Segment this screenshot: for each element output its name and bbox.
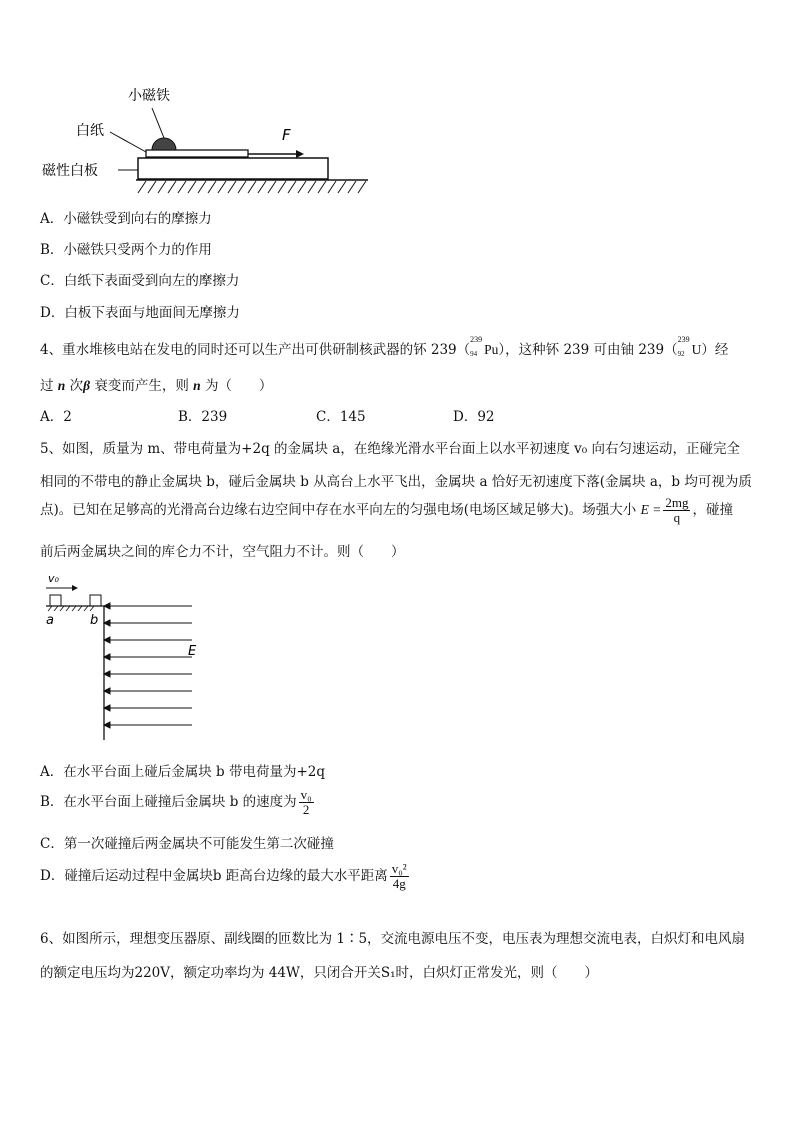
white-paper [146, 150, 248, 157]
field-fraction: $\frac{2mg}{q}$ [665, 495, 689, 525]
force-arrowhead [296, 150, 304, 158]
block-b [90, 595, 101, 606]
board-label: 磁性白板 [42, 163, 98, 179]
q5-option-d: D．碰撞后运动过程中金属块b 距高台边缘的最大水平距离 $\frac{\text{v₀²}}{4g}$ [40, 861, 407, 891]
q3-option-a: A．小磁铁受到向右的摩擦力 [40, 211, 212, 227]
field-arrowhead [104, 722, 110, 728]
figure-electric-field [40, 568, 210, 743]
q5-stem-line4: 前后两金属块之间的库仑力不计，空气阻力不计。则（ ） [40, 544, 405, 560]
q4-option-d: D．92 [453, 409, 495, 425]
q5-option-c: C．第一次碰撞后两金属块不可能发生第二次碰撞 [40, 836, 334, 852]
q6-stem-line1: 6、如图所示，理想变压器原、副线圈的匝数比为 1∶5，交流电源电压不变，电压表为理想交流电表，白炽灯和电风扇 [40, 931, 746, 947]
q4-option-c: C．145 [316, 409, 366, 425]
paper-label: 白纸 [76, 123, 104, 139]
q5-stem-line2: 相同的不带电的静止金属块 b，碰后金属块 b 从高台上水平飞出，金属块 a 恰好无初速度下落(金属块 a，b 均可视为质 [40, 474, 752, 490]
field-arrowhead [104, 620, 110, 626]
q4-option-b: B．239 [178, 409, 228, 425]
force-label: F [282, 126, 291, 144]
magnet-leader [152, 108, 164, 138]
block-a [50, 595, 61, 606]
field-arrowhead [104, 637, 110, 643]
figure-magnet-board [38, 80, 378, 195]
ground-hatch [138, 181, 366, 193]
magnet [152, 138, 176, 150]
field-arrowhead [104, 705, 110, 711]
q4-stem-line2: 过 n 次β 衰变而产生，则 n 为（ ） [40, 378, 273, 394]
whiteboard [138, 158, 328, 179]
q4-option-a: A．2 [40, 409, 72, 425]
q5-stem-line3: 点)。已知在足够高的光滑高台边缘右边空间中存在水平向左的匀强电场(电场区域足够大)。场强大小 E = $\frac{2mg}{q}$ ，碰撞 [40, 495, 733, 525]
q3-option-b: B．小磁铁只受两个力的作用 [40, 242, 212, 258]
nuclide-u: 239 92 U [677, 335, 702, 358]
nuclide-pu: 239 94 Pu [470, 335, 499, 358]
paper-leader [110, 132, 146, 152]
label-E: E [188, 644, 197, 659]
distance-fraction: $\frac{\text{v₀²}}{4g}$ [391, 861, 407, 891]
field-lines [104, 603, 192, 728]
q5-stem-line1: 5、如图，质量为 m、带电荷量为+2q 的金属块 a，在绝缘光滑水平台面上以水平初速度 v₀ 向右匀速运动，正碰完全 [40, 441, 740, 457]
field-arrowhead [104, 654, 110, 660]
q4-stem-line1: 4、重水堆核电站在发电的同时还可以生产出可供研制核武器的钚 239（ 239 94 Pu），这种钚 239 可由铀 239（ 239 92 U）经 [40, 335, 729, 358]
velocity-fraction: $\frac{\text{v₀}}{2}$ [300, 787, 312, 817]
q6-stem-line2: 的额定电压均为220V，额定功率均为 44W，只闭合开关S₁时，白炽灯正常发光，则（ ） [40, 965, 599, 981]
q3-option-c: C．白纸下表面受到向左的摩擦力 [40, 273, 240, 289]
magnet-label: 小磁铁 [128, 88, 170, 104]
field-arrowhead [104, 603, 110, 609]
q5-option-a: A．在水平台面上碰后金属块 b 带电荷量为+2q [40, 764, 326, 780]
field-arrowhead [104, 671, 110, 677]
q5-option-b: B．在水平台面上碰撞后金属块 b 的速度为 $\frac{\text{v₀}}{2}$ [40, 787, 312, 817]
q3-option-d: D．白板下表面与地面间无摩擦力 [40, 305, 240, 321]
label-b: b [90, 613, 99, 628]
v0-label: v₀ [48, 572, 59, 585]
label-a: a [46, 613, 54, 628]
field-arrowhead [104, 688, 110, 694]
